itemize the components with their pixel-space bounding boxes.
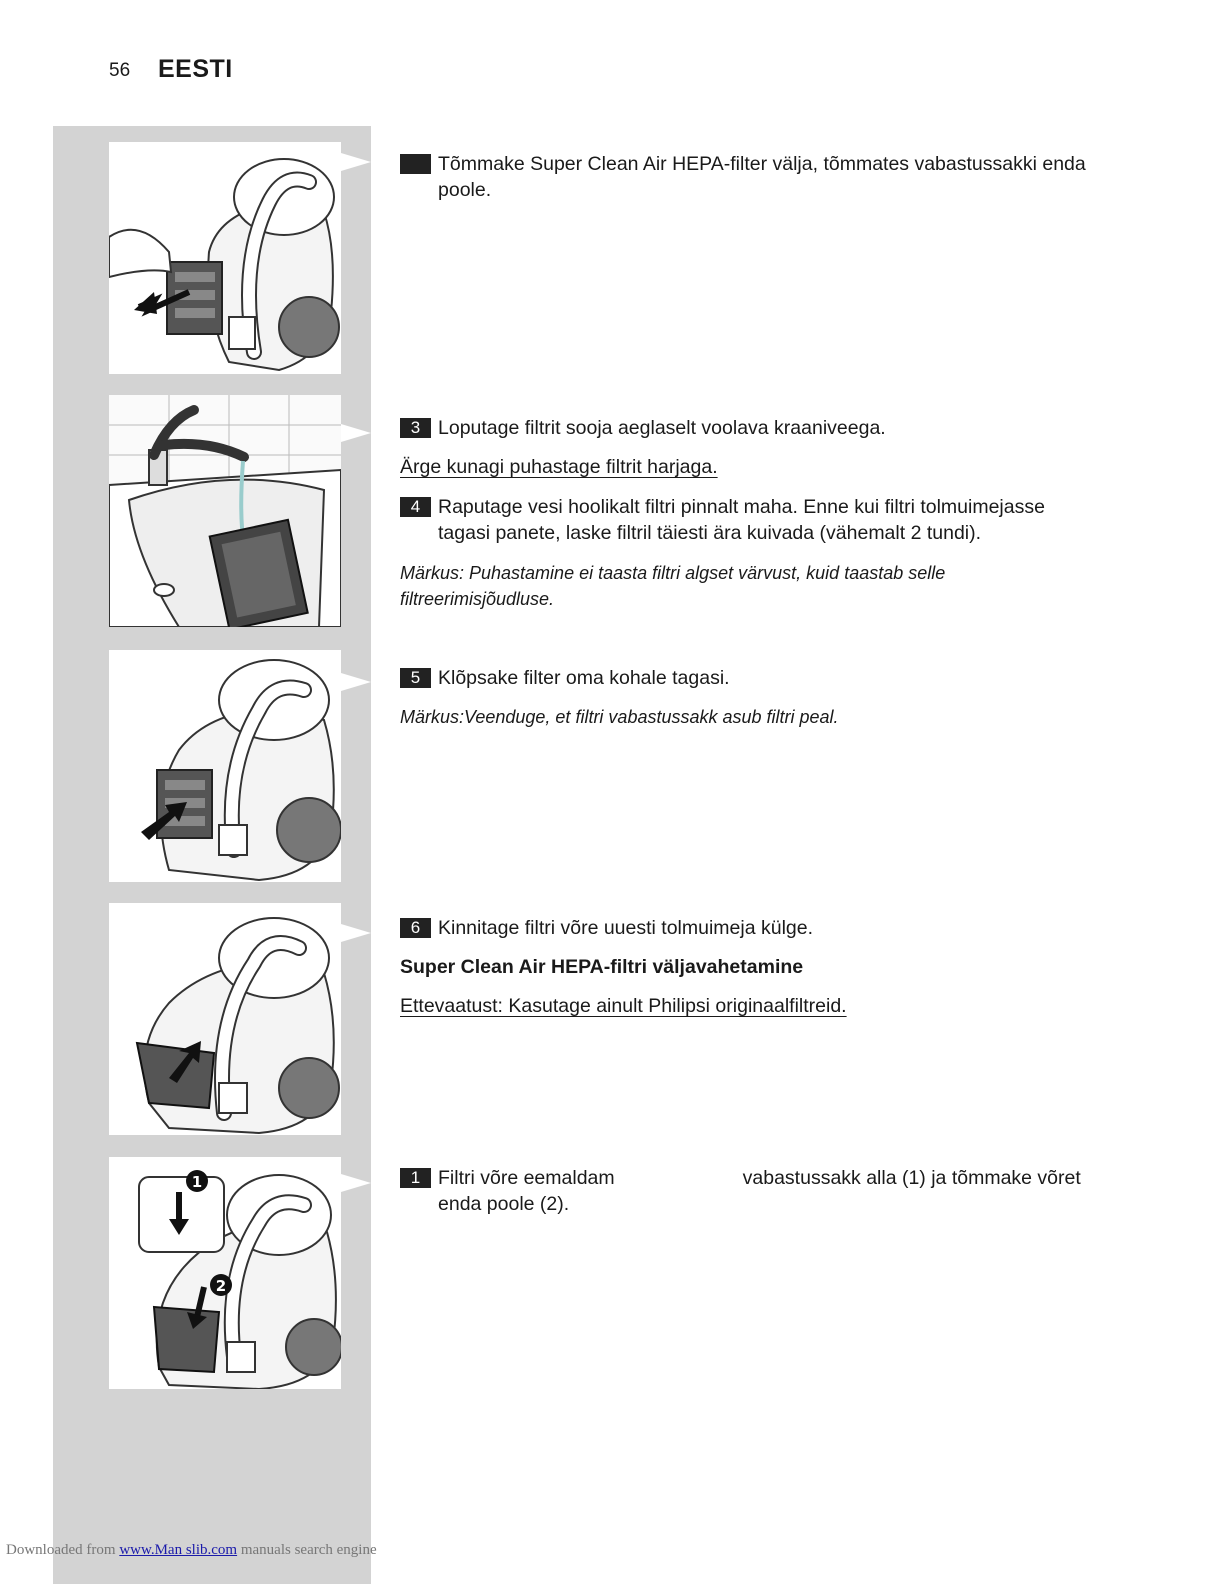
figure-pull-filter: [109, 142, 341, 374]
step-text: Klõpsake filter oma kohale tagasi.: [438, 667, 730, 689]
instruction-block-attach: [400, 915, 1100, 1019]
vacuum-attach-grille-illustration: [109, 903, 341, 1135]
step-marker-2: [210, 1274, 232, 1296]
vacuum-insert-filter-illustration: [109, 650, 341, 882]
step-text-part-b: vabastussakk alla (1) ja tõmmake võret enda poole (2).: [438, 1167, 1081, 1215]
note-color: Märkus: Puhastamine ei taasta filtri algset värvust, kuid taastab selle filtreerimisjõudluse.: [400, 563, 946, 609]
instruction-block-rinse: [400, 415, 1100, 612]
figure-insert-filter: [109, 650, 341, 882]
step-3: [400, 415, 1100, 441]
step-badge: [400, 154, 431, 174]
figure-remove-grille: [109, 1157, 341, 1389]
step-text: Kinnitage filtri võre uuesti tolmuimeja külge.: [438, 917, 814, 939]
figure-pointer: [341, 1174, 371, 1192]
step-badge: 3: [400, 418, 431, 438]
instruction-block-insert: [400, 665, 1100, 730]
step-text: Tõmmake Super Clean Air HEPA-filter välja, tõmmates vabastussakki enda poole.: [438, 153, 1086, 201]
section-heading: Super Clean Air HEPA-filtri väljavahetamine: [400, 956, 804, 978]
step-text: Loputage filtrit sooja aeglaselt voolava kraaniveega.: [438, 417, 886, 439]
step-6: [400, 915, 1100, 941]
vacuum-pull-filter-illustration: [109, 142, 341, 374]
figure-rinse-filter: [109, 395, 341, 627]
step-4: [400, 494, 1100, 546]
figure-attach-grille: [109, 903, 341, 1135]
footer-prefix: Downloaded from: [6, 1542, 116, 1558]
download-footer: [6, 1542, 377, 1559]
step-text: Raputage vesi hoolikalt filtri pinnalt maha. Enne kui filtri tolmuimejasse tagasi panete, laske filtril täiesti ära kuivada (vähemalt 2 tundi).: [438, 496, 1045, 544]
figure-pointer: [341, 153, 371, 171]
figure-pointer: [341, 924, 371, 942]
page-number: 56: [109, 60, 131, 81]
figure-pointer: [341, 673, 371, 691]
step-badge: 1: [400, 1168, 431, 1188]
page-language-title: EESTI: [158, 55, 233, 83]
step-badge: 5: [400, 668, 431, 688]
warning-no-brush: Ärge kunagi puhastage filtrit harjaga.: [400, 456, 718, 478]
footer-suffix: manuals search engine: [240, 1542, 377, 1558]
step-1: [400, 1165, 1100, 1217]
svg-text:2: 2: [215, 1277, 227, 1295]
caution-original-filters: Ettevaatust: Kasutage ainult Philipsi originaalfiltreid.: [400, 995, 847, 1017]
svg-text:1: 1: [191, 1173, 203, 1191]
step-text-part-a: Filtri võre eemaldam: [438, 1167, 615, 1189]
step-5: [400, 665, 1100, 691]
figure-pointer: [341, 424, 371, 442]
instruction-block-pull: [400, 151, 1100, 203]
sink-rinse-illustration: [109, 395, 341, 627]
note-release-tab: Märkus:Veenduge, et filtri vabastussakk asub filtri peal.: [400, 707, 839, 727]
step-marker-1: [186, 1170, 208, 1192]
step-badge: 6: [400, 918, 431, 938]
vacuum-remove-grille-illustration: [109, 1157, 341, 1389]
instruction-block-remove: [400, 1165, 1100, 1217]
step-badge: 4: [400, 497, 431, 517]
footer-link[interactable]: www.Man slib.com: [119, 1542, 238, 1558]
step-pull-filter: [400, 151, 1100, 203]
